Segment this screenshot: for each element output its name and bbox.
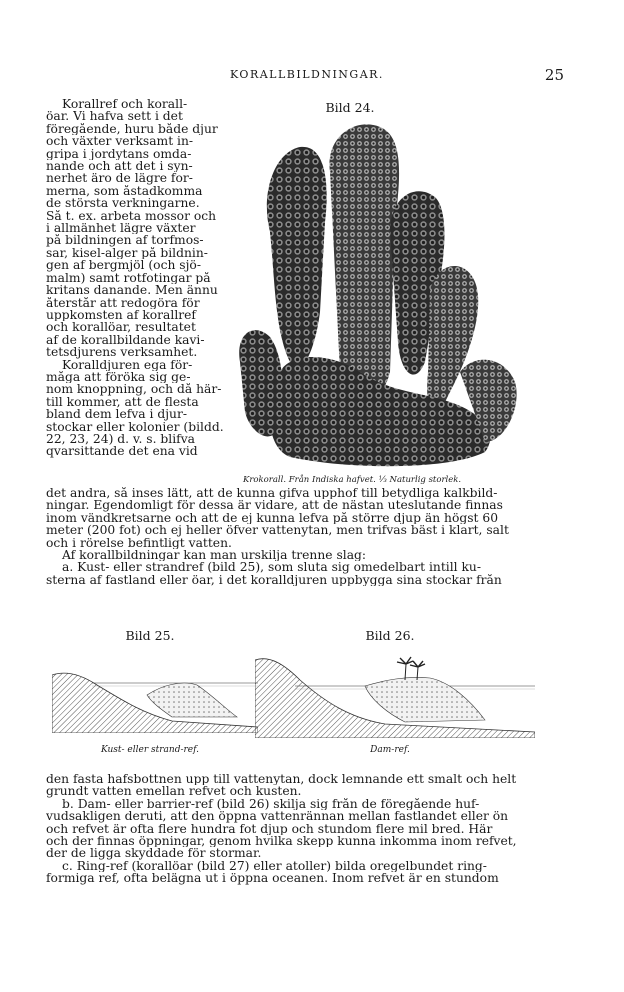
fig26-caption: Dam-ref. xyxy=(370,745,410,755)
text-line: och der finnas öppningar, genom hvilka skepp kunna inkomma inom refvet, xyxy=(46,835,517,848)
text-line: nerhet äro de lägre for- xyxy=(46,172,193,185)
narrow-text-column xyxy=(46,98,232,458)
text-line: de största verkningarne. xyxy=(46,197,200,210)
text-line: b. Dam- eller barrier-ref (bild 26) skilja sig från de föregående huf- xyxy=(62,797,480,811)
text-line: grundt vatten emellan refvet och kusten. xyxy=(46,785,302,798)
text-line: kritans danande. Men ännu xyxy=(46,284,218,297)
text-line: Af korallbildningar kan man urskilja trenne slag: xyxy=(62,549,367,562)
text-line: den fasta hafsbottnen upp till vattenytan, dock lemnande ett smalt och helt xyxy=(46,773,517,786)
text-line: det andra, så inses lätt, att de kunna gifva upphof till betydliga kalkbild- xyxy=(46,487,498,500)
text-line: och i rörelse befintligt vatten. xyxy=(46,536,232,550)
text-line: af de korallbildande kavi- xyxy=(46,333,205,347)
text-line: Koralldjuren ega för- xyxy=(62,358,193,371)
running-header xyxy=(60,66,564,84)
coral-branches xyxy=(239,124,516,466)
text-line: c. Ring-ref (korallöar (bild 27) eller atoller) bilda oregelbundet ring- xyxy=(62,859,487,873)
fringing-reef-diagram xyxy=(52,655,258,733)
text-line: gripa i jordytans omda- xyxy=(46,147,192,161)
text-line: öar. Vi hafva sett i det xyxy=(46,110,183,123)
text-line: qvarsittande det ena vid xyxy=(46,445,198,458)
text-line: Korallref och korall- xyxy=(62,98,188,111)
coral-illustration xyxy=(230,112,525,472)
text-line: i allmänhet lägre växter xyxy=(46,222,196,235)
text-line: bland dem lefva i djur- xyxy=(46,408,187,421)
barrier-reef-diagram xyxy=(255,650,535,738)
text-line: der de ligga skyddade för stormar. xyxy=(46,847,262,860)
fig25-caption: Kust- eller strand-ref. xyxy=(100,745,200,755)
full-text-block-1 xyxy=(46,487,542,586)
text-line: nande och att det i syn- xyxy=(46,160,193,173)
text-line: och växter verksamt in- xyxy=(46,135,194,148)
text-line: föregående, huru både djur xyxy=(46,122,218,136)
fig24-label: Bild 24. xyxy=(325,100,375,115)
full-text-block-2 xyxy=(46,773,542,885)
text-line: sterna af fastland eller öar, i det koralldjuren uppbygga sina stockar från xyxy=(46,573,502,587)
text-line: till kommer, att de flesta xyxy=(46,395,199,409)
palm-tree-icon xyxy=(397,657,425,680)
fig26-label: Bild 26. xyxy=(365,628,415,643)
fig24-caption: Krokorall. Från Indiska hafvet. ⅓ Naturlig storlek. xyxy=(243,475,462,485)
text-line: ningar. Egendomligt för dessa är vidare, att de nästan uteslutande finnas xyxy=(46,499,503,512)
text-line: inom vändkretsarne och att de ej kunna lefva på större djup än högst 60 xyxy=(46,511,499,525)
text-line: vudsakligen deruti, att den öppna vattenrännan mellan fastlandet eller ön xyxy=(46,810,509,823)
text-line: uppkomsten af korallref xyxy=(46,308,196,322)
text-line: malm) samt rotfotingar på xyxy=(46,271,211,285)
text-line: och korallöar, resultatet xyxy=(46,321,196,334)
text-line: nom knoppning, och då här- xyxy=(46,383,222,396)
text-line: meter (200 fot) och ej heller öfver vattenytan, men trifvas bäst i klart, salt xyxy=(46,524,509,537)
fig25-label: Bild 25. xyxy=(125,628,175,643)
running-title: KORALLBILDNINGAR. xyxy=(230,68,384,81)
text-line: återstår att redogöra för xyxy=(46,296,200,309)
text-line: gen af bergmjöl (och sjö- xyxy=(46,259,201,272)
text-line: måga att föröka sig ge- xyxy=(46,370,191,384)
page-number: 25 xyxy=(544,66,564,84)
text-line: stockar eller kolonier (bildd. xyxy=(46,420,224,433)
text-line: sar, kisel-alger på bildnin- xyxy=(46,246,208,260)
text-line: på bildningen af torfmos- xyxy=(46,234,204,247)
text-line: Så t. ex. arbeta mossor och xyxy=(46,209,217,223)
text-line: formiga ref, ofta belägna ut i öppna oceanen. Inom refvet är en stundom xyxy=(46,872,499,885)
text-line: och refvet är ofta flere hundra fot djup och stundom flere mil bred. Här xyxy=(46,822,493,836)
text-line: a. Kust- eller strandref (bild 25), som sluta sig omedelbart intill ku- xyxy=(62,561,481,574)
text-line: 22, 23, 24) d. v. s. blifva xyxy=(46,432,195,446)
text-line: tetsdjurens verksamhet. xyxy=(46,346,198,359)
text-line: merna, som åstadkomma xyxy=(46,184,203,198)
